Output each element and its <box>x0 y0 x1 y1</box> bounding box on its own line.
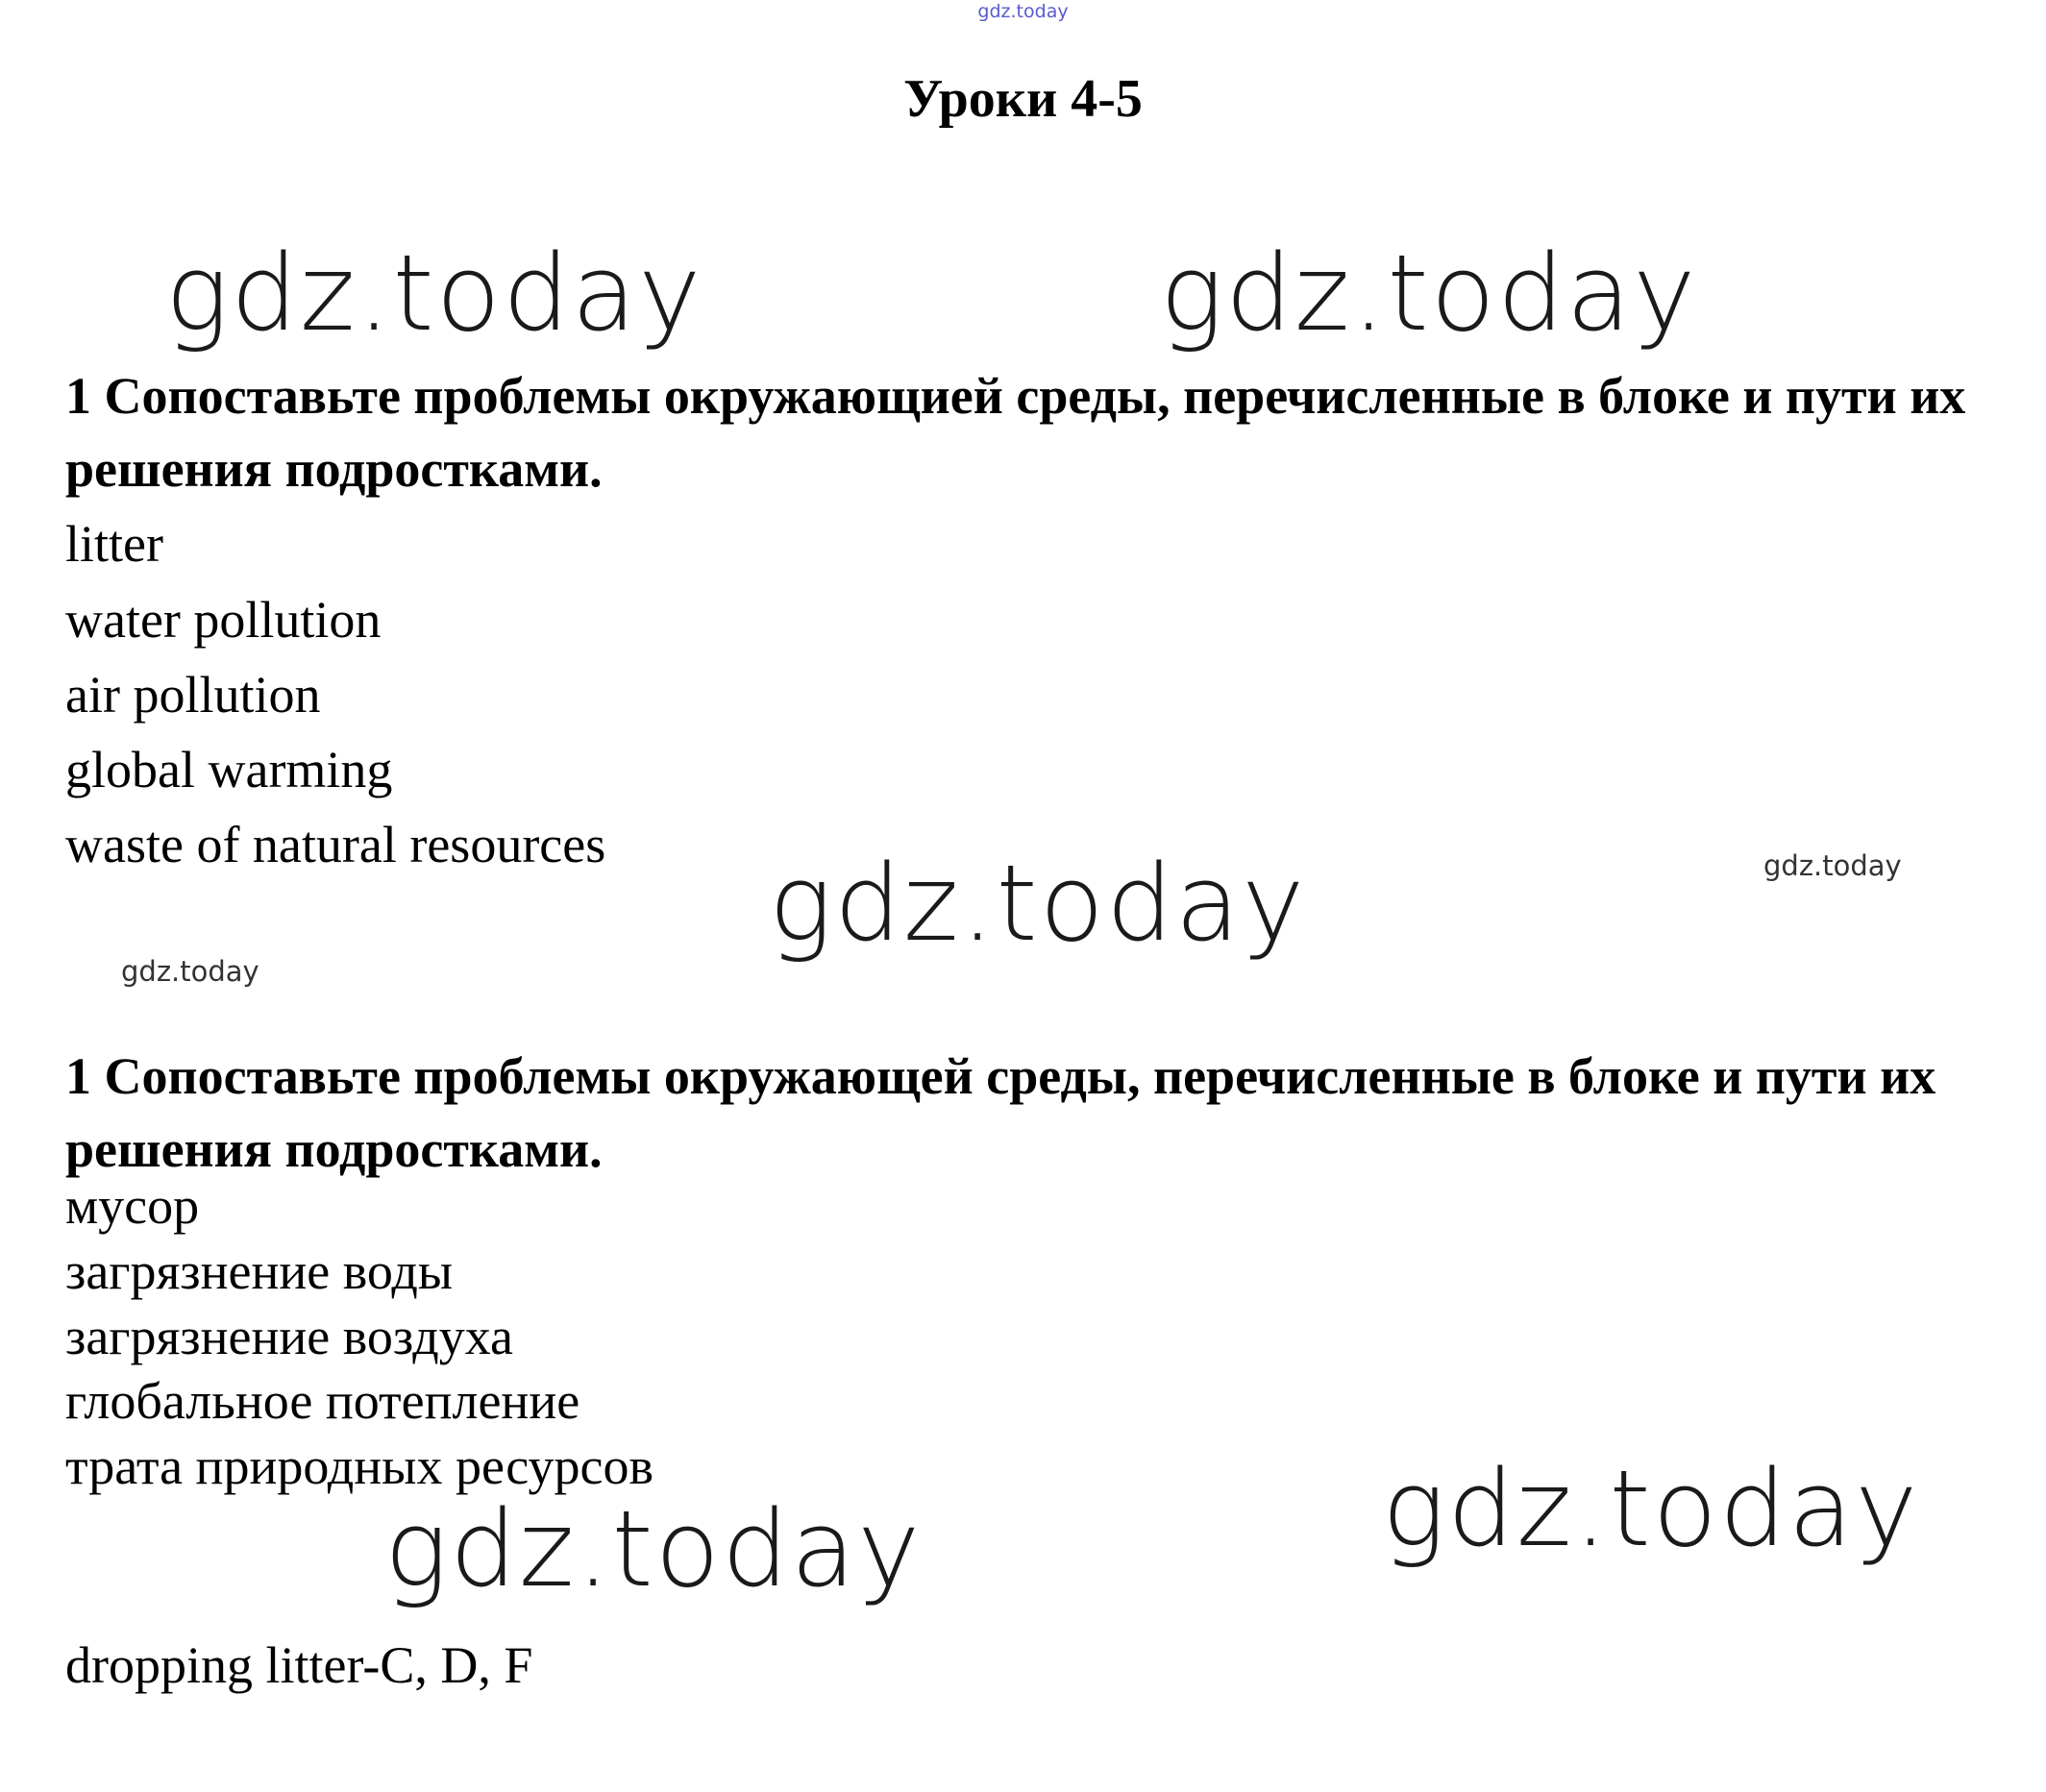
answer-line: dropping litter-C, D, F <box>65 1636 533 1694</box>
russian-heading: 1 Сопоставьте проблемы окружающей среды, перечисленные в блоке и пути их решения подростками. <box>65 1047 1936 1178</box>
russian-item-water-pollution: загрязнение воды <box>65 1242 454 1300</box>
watermark-small: gdz.today <box>1763 849 1902 882</box>
english-heading: 1 Сопоставьте проблемы окружающией среды, перечисленные в блоке и пути их решения подростками. <box>65 367 1966 498</box>
watermark-small: gdz.today <box>121 955 259 988</box>
english-item-water-pollution: water pollution <box>65 591 382 649</box>
english-item-air-pollution: air pollution <box>65 666 321 724</box>
watermark: gdz.today <box>165 232 703 355</box>
russian-item-air-pollution: загрязнение воздуха <box>65 1308 513 1365</box>
russian-item-global-warming: глобальное потепление <box>65 1372 580 1430</box>
watermark: gdz.today <box>384 1487 923 1610</box>
watermark: gdz.today <box>769 842 1307 965</box>
english-item-litter: litter <box>65 515 163 573</box>
russian-item-litter: мусор <box>65 1177 200 1235</box>
russian-item-waste-of-resources: трата природных ресурсов <box>65 1437 653 1495</box>
top-watermark: gdz.today <box>977 1 1069 22</box>
english-item-waste-of-resources: waste of natural resources <box>65 816 606 873</box>
page-title: Уроки 4-5 <box>903 69 1143 129</box>
english-item-global-warming: global warming <box>65 741 393 798</box>
watermark: gdz.today <box>1160 232 1698 355</box>
watermark: gdz.today <box>1382 1447 1920 1570</box>
